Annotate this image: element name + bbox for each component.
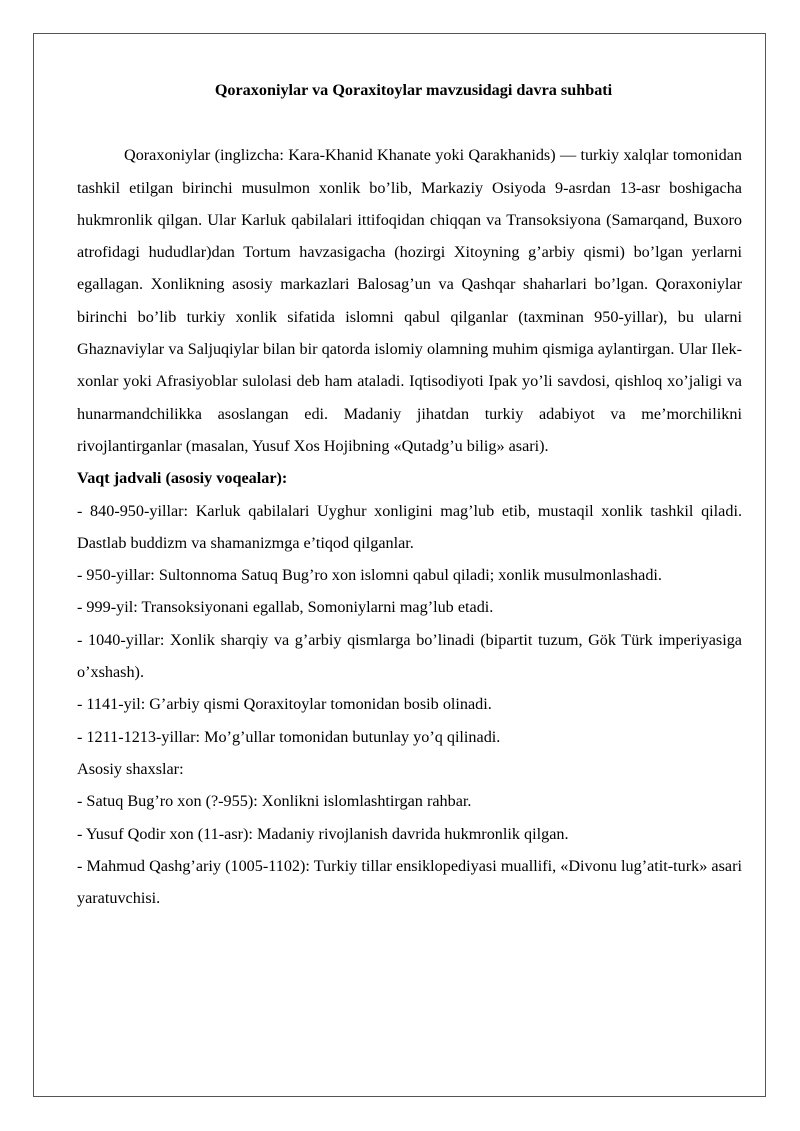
timeline-item: - 999-yil: Transoksiyonani egallab, Somoniylarni mag’lub etadi. (77, 598, 494, 617)
persons-list (77, 785, 742, 914)
intro-paragraph: Qoraxoniylar (inglizcha: Kara-Khanid Khanate yoki Qarakhanids) — turkiy xalqlar tomonidan tashkil etilgan birinchi musulmon xonlik bo’lib, Markaziy Osiyoda 9-asrdan 13-asr boshigacha hukmronlik qilgan. Ular Karluk qabilalari ittifoqidan chiqqan va Transoksiyona (Samarqand, Buxoro atrofidagi hududlar)dan Tortum havzasigacha (hozirgi Xitoyning g’arbiy qismi) bo’lgan yerlarni egallagan. Xonlikning asosiy markazlari Balosag’un va Qashqar shaharlari bo’lgan. Qoraxoniylar birinchi bo’lib turkiy xonlik sifatida islomni qabul qilganlar (taxminan 950-yillar), bu ularni Ghaznaviylar va Saljuqiylar bilan bir qatorda islomiy olamning muhim qismiga aylantirgan. Ular Ilek-xonlar yoki Afrasiyoblar sulolasi deb ham ataladi. Iqtisodiyoti Ipak yo’li savdosi, qishloq xo’jaligi va hunarmandchilikka asoslangan edi. Madaniy jihatdan turkiy adabiyot va me’morchilikni rivojlantirganlar (masalan, Yusuf Xos Hojibning «Qutadg’u bilig» asari). (77, 146, 742, 455)
document-body (77, 74, 742, 914)
timeline-item: - 840-950-yillar: Karluk qabilalari Uyghur xonligini mag’lub etib, mustaqil xonlik tashkil qiladi. Dastlab buddizm va shamanizmga e’tiqod qilganlar. (77, 501, 742, 552)
timeline-item: - 1141-yil: G’arbiy qismi Qoraxitoylar tomonidan bosib olinadi. (77, 695, 492, 714)
timeline-item: - 1211-1213-yillar: Mo’g’ullar tomonidan butunlay yo’q qilinadi. (77, 727, 501, 746)
person-item: - Yusuf Qodir xon (11-asr): Madaniy rivojlanish davrida hukmronlik qilgan. (77, 824, 569, 843)
timeline-heading: Vaqt jadvali (asosiy voqealar): (77, 469, 288, 488)
person-item: - Mahmud Qashg’ariy (1005-1102): Turkiy tillar ensiklopediyasi muallifi, «Divonu lug’atit-turk» asari yaratuvchisi. (77, 856, 742, 908)
person-item: - Satuq Bug’ro xon (?-955): Xonlikni islomlashtirgan rahbar. (77, 792, 472, 811)
timeline-list (77, 495, 742, 753)
timeline-item: - 950-yillar: Sultonnoma Satuq Bug’ro xon islomni qabul qiladi; xonlik musulmonlashadi. (77, 566, 662, 585)
document-title: Qoraxoniylar va Qoraxitoylar mavzusidagi davra suhbati (214, 81, 613, 99)
persons-heading: Asosiy shaxslar: (77, 759, 184, 778)
timeline-item: - 1040-yillar: Xonlik sharqiy va g’arbiy qismlarga bo’linadi (bipartit tuzum, Gök Türk imperiyasiga o’xshash). (77, 630, 742, 682)
